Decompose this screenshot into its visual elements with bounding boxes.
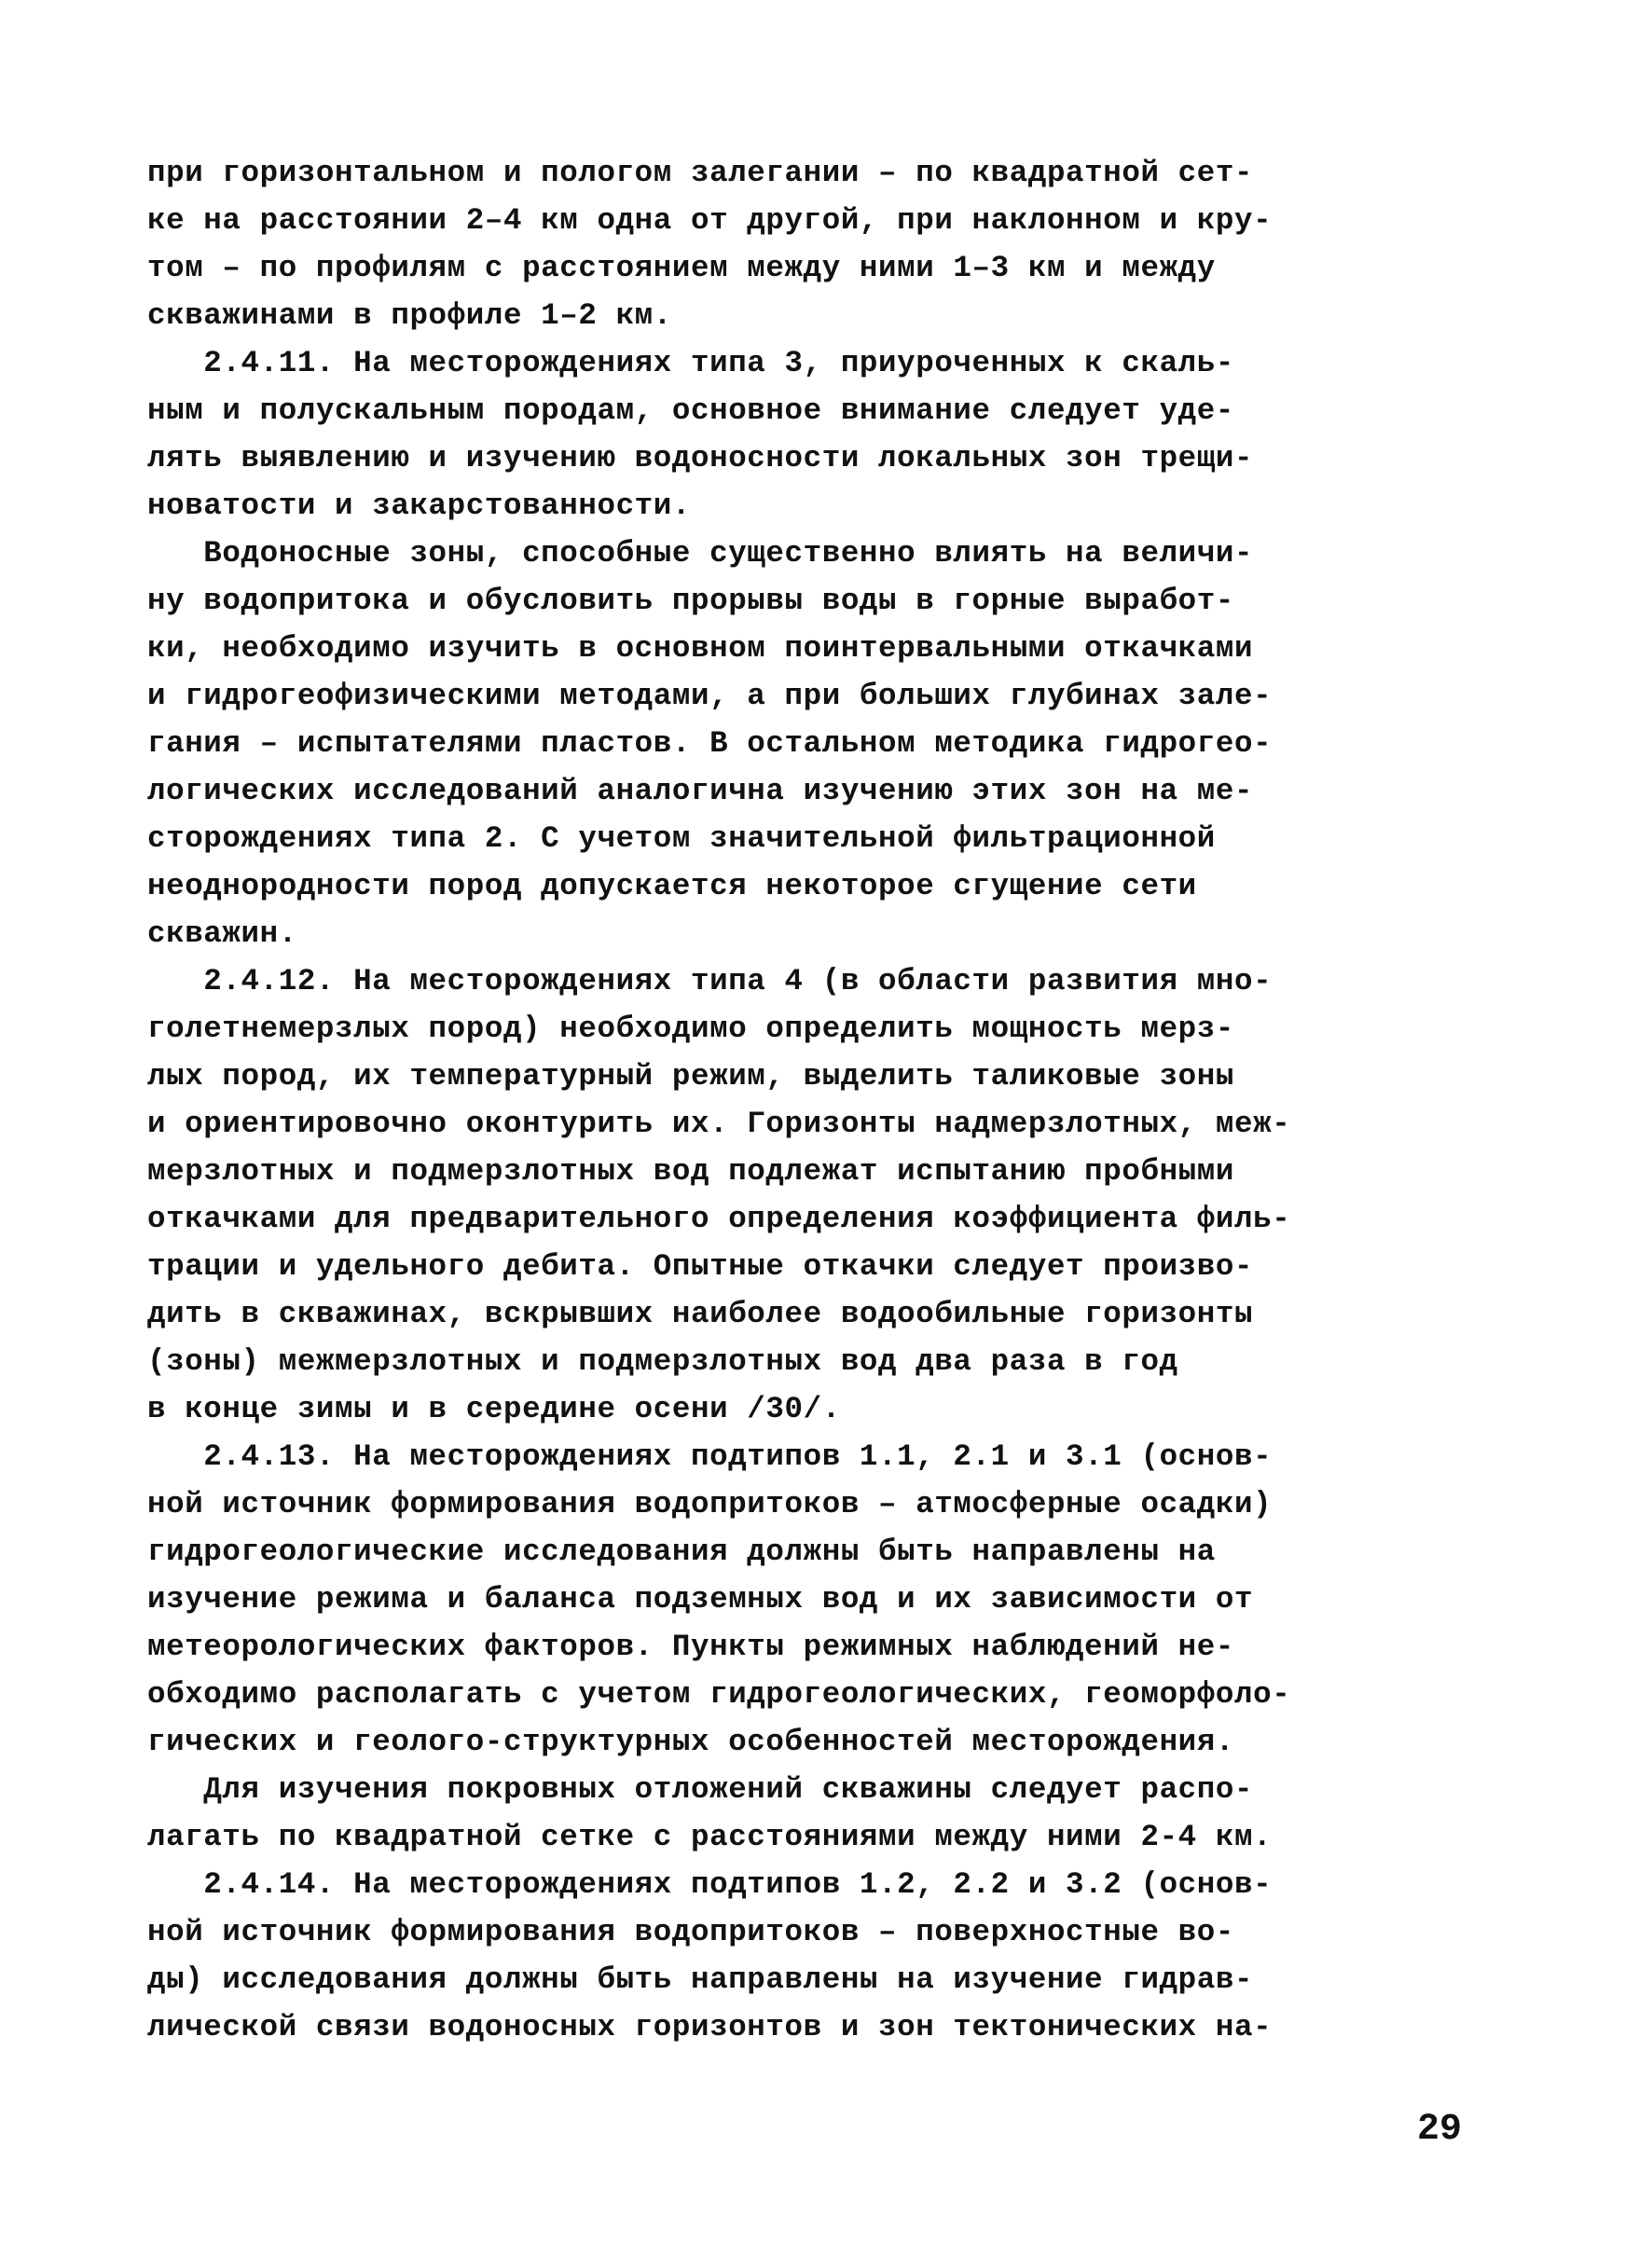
text-line: том – по профилям с расстоянием между ними 1–3 км и между bbox=[147, 251, 1216, 285]
text-line: 2.4.12. На месторождениях типа 4 (в области развития мно- bbox=[147, 964, 1273, 998]
text-line: логических исследований аналогична изучению этих зон на ме- bbox=[147, 774, 1254, 808]
page-number: 29 bbox=[1417, 2109, 1463, 2151]
text-line: голетнемерзлых пород) необходимо определить мощность мерз- bbox=[147, 1012, 1234, 1046]
text-line: гания – испытателями пластов. В остальном методика гидрогео- bbox=[147, 726, 1273, 761]
text-line: скважин. bbox=[147, 916, 297, 951]
text-line: 2.4.13. На месторождениях подтипов 1.1, 2.1 и 3.1 (основ- bbox=[147, 1439, 1273, 1474]
text-line: (зоны) межмерзлотных и подмерзлотных вод два раза в год bbox=[147, 1344, 1178, 1379]
text-line: Для изучения покровных отложений скважины следует распо- bbox=[147, 1772, 1254, 1807]
text-line: Водоносные зоны, способные существенно влиять на величи- bbox=[147, 536, 1254, 571]
text-line: ным и полускальным породам, основное внимание следует уде- bbox=[147, 393, 1234, 428]
text-line: в конце зимы и в середине осени /30/. bbox=[147, 1392, 841, 1426]
body-text bbox=[147, 149, 1490, 2051]
text-line: ки, необходимо изучить в основном поинтервальными откачками bbox=[147, 631, 1254, 666]
text-line: новатости и закарстованности. bbox=[147, 489, 691, 523]
text-line: ной источник формирования водопритоков – поверхностные во- bbox=[147, 1915, 1234, 1949]
text-line: скважинами в профиле 1–2 км. bbox=[147, 298, 672, 333]
text-line: 2.4.14. На месторождениях подтипов 1.2, 2.2 и 3.2 (основ- bbox=[147, 1867, 1273, 1902]
text-line: лых пород, их температурный режим, выделить таликовые зоны bbox=[147, 1059, 1234, 1094]
text-line: ды) исследования должны быть направлены на изучение гидрав- bbox=[147, 1962, 1254, 1997]
text-line: и ориентировочно оконтурить их. Горизонты надмерзлотных, меж- bbox=[147, 1107, 1291, 1141]
text-line: метеорологических факторов. Пункты режимных наблюдений не- bbox=[147, 1630, 1234, 1664]
text-line: дить в скважинах, вскрывших наиболее водообильные горизонты bbox=[147, 1297, 1254, 1331]
text-line: лической связи водоносных горизонтов и зон тектонических на- bbox=[147, 2010, 1273, 2044]
text-line: трации и удельного дебита. Опытные откачки следует произво- bbox=[147, 1249, 1254, 1284]
text-line: мерзлотных и подмерзлотных вод подлежат испытанию пробными bbox=[147, 1154, 1234, 1189]
text-line: неоднородности пород допускается некоторое сгущение сети bbox=[147, 869, 1197, 903]
text-line: ке на расстоянии 2–4 км одна от другой, при наклонном и кру- bbox=[147, 203, 1273, 238]
text-line: ной источник формирования водопритоков – атмосферные осадки) bbox=[147, 1487, 1273, 1521]
text-line: при горизонтальном и пологом залегании – по квадратной сет- bbox=[147, 156, 1254, 190]
text-line: откачками для предварительного определения коэффициента филь- bbox=[147, 1202, 1291, 1236]
text-line: гических и геолого-структурных особенностей месторождения. bbox=[147, 1725, 1234, 1759]
text-line: 2.4.11. На месторождениях типа 3, приуроченных к скаль- bbox=[147, 346, 1234, 380]
text-line: гидрогеологические исследования должны быть направлены на bbox=[147, 1534, 1216, 1569]
text-line: лять выявлению и изучению водоносности локальных зон трещи- bbox=[147, 441, 1254, 475]
text-line: обходимо располагать с учетом гидрогеологических, геоморфоло- bbox=[147, 1677, 1291, 1712]
text-line: лагать по квадратной сетке с расстояниями между ними 2-4 км. bbox=[147, 1820, 1273, 1854]
text-line: изучение режима и баланса подземных вод и их зависимости от bbox=[147, 1582, 1254, 1617]
text-line: сторождениях типа 2. С учетом значительной фильтрационной bbox=[147, 821, 1216, 856]
text-line: и гидрогеофизическими методами, а при больших глубинах зале- bbox=[147, 679, 1273, 713]
text-line: ну водопритока и обусловить прорывы воды в горные выработ- bbox=[147, 584, 1234, 618]
